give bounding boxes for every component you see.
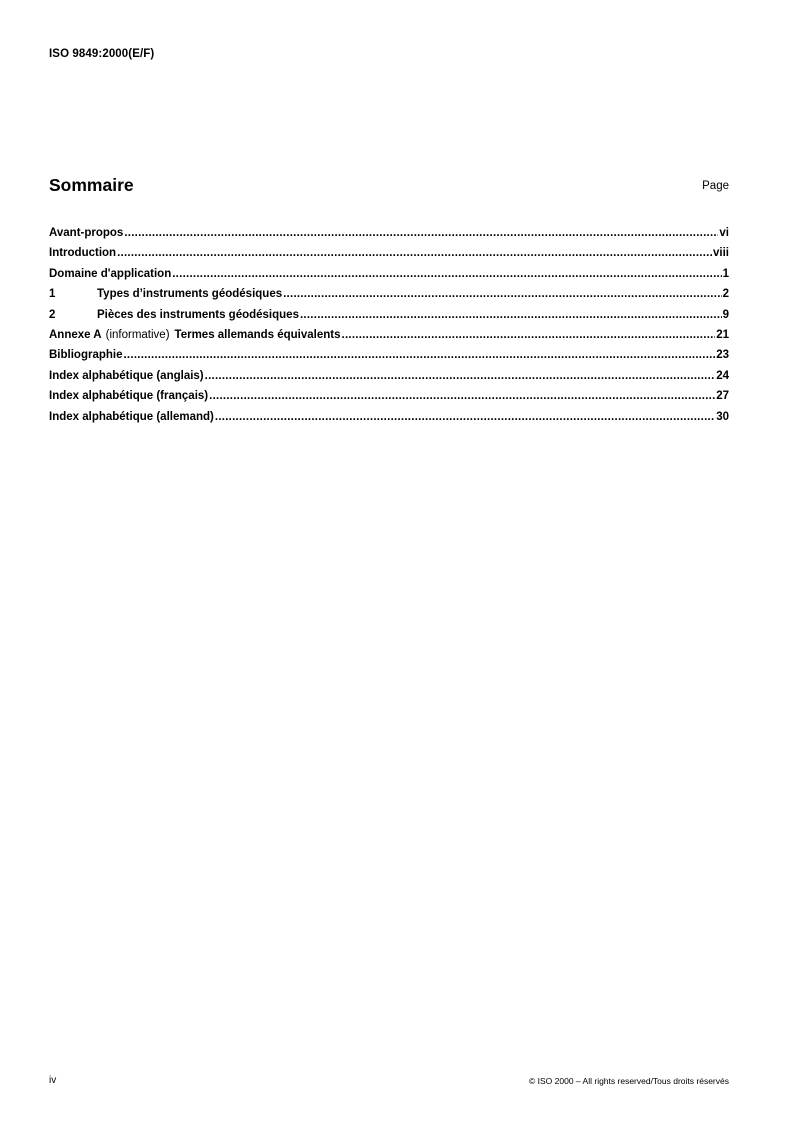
toc-leader-dots (209, 389, 715, 403)
document-id: ISO 9849:2000(E/F) (49, 48, 155, 60)
toc-leader-dots (283, 287, 721, 301)
toc-entry-page: 27 (716, 390, 729, 403)
toc-leader-dots (117, 246, 712, 260)
toc-entry-page: viii (713, 247, 729, 260)
toc-leader-dots (342, 328, 716, 342)
toc-entry-label: Domaine d'application (49, 267, 172, 280)
toc-entry-number: 2 (49, 308, 56, 321)
toc-entry-section-2[interactable] (49, 308, 729, 328)
toc-page-column-label: Page (702, 180, 729, 192)
toc-leader-dots (215, 410, 715, 424)
toc-leader-dots (123, 348, 715, 362)
toc-entry-avant-propos[interactable] (49, 226, 729, 246)
table-of-contents (49, 226, 729, 430)
toc-entry-label: Introduction (49, 247, 117, 260)
toc-leader-dots (172, 267, 721, 281)
toc-leader-dots (124, 226, 718, 240)
toc-entry-section-1[interactable] (49, 287, 729, 307)
toc-entry-domaine-application[interactable] (49, 267, 729, 287)
toc-entry-label: Avant-propos (49, 227, 124, 239)
toc-title: Sommaire (49, 175, 134, 195)
toc-entry-annexe-a[interactable] (49, 328, 729, 348)
toc-leader-dots (205, 369, 716, 383)
toc-leader-dots (300, 308, 722, 322)
toc-entry-label: Index alphabétique (français) (49, 390, 209, 403)
toc-entry-label: Types d’instruments géodésiques (97, 288, 283, 301)
toc-header (49, 175, 729, 199)
toc-entry-label: Pièces des instruments géodésiques (97, 308, 299, 321)
toc-entry-page: vi (719, 227, 729, 239)
toc-entry-page: 1 (722, 267, 729, 280)
toc-entry-index-francais[interactable] (49, 389, 729, 409)
toc-entry-label: Annexe A (49, 328, 102, 341)
toc-entry-label: Index alphabétique (anglais) (49, 369, 204, 382)
toc-entry-page: 9 (722, 308, 729, 321)
toc-entry-annex-type: (informative) (105, 328, 170, 341)
toc-entry-page: 21 (716, 328, 729, 341)
footer-copyright: © ISO 2000 – All rights reserved/Tous droits réservés (529, 1076, 729, 1086)
toc-entry-index-anglais[interactable] (49, 369, 729, 389)
toc-entry-introduction[interactable] (49, 246, 729, 266)
toc-entry-page: 2 (722, 288, 729, 301)
footer-page-number: iv (49, 1075, 57, 1086)
toc-entry-annex-title: Termes allemands équivalents (174, 328, 341, 341)
toc-entry-label: Bibliographie (49, 349, 123, 362)
toc-entry-page: 23 (716, 349, 729, 362)
toc-entry-index-allemand[interactable] (49, 410, 729, 430)
page-footer (49, 1075, 729, 1089)
toc-entry-bibliographie[interactable] (49, 348, 729, 368)
toc-entry-page: 24 (716, 369, 729, 382)
toc-entry-label: Index alphabétique (allemand) (49, 410, 214, 423)
toc-entry-number: 1 (49, 288, 56, 301)
toc-entry-page: 30 (716, 410, 729, 423)
